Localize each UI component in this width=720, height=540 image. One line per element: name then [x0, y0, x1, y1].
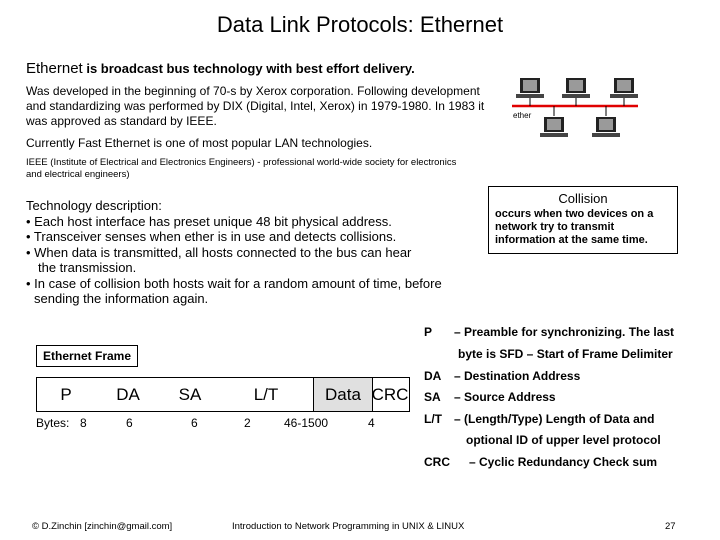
ieee-line-1: IEEE (Institute of Electrical and Electronics Engineers) - professional world-wide society for electronics — [26, 157, 457, 168]
collision-box — [488, 186, 678, 254]
bytes-crc: 4 — [368, 416, 375, 430]
history-line-3: was approved as standard by IEEE. — [26, 114, 217, 128]
legend-abbr-sa: SA — [424, 390, 441, 404]
legend-desc-lt-cont: optional ID of upper level protocol — [466, 433, 661, 447]
footer-course: Introduction to Network Programming in UNIX & LINUX — [232, 521, 465, 532]
legend-abbr-lt: L/T — [424, 412, 442, 426]
legend-desc-crc: – Cyclic Redundancy Check sum — [469, 455, 658, 469]
frame-field-lt: L/T — [253, 385, 279, 404]
page-number: 27 — [665, 521, 676, 532]
tech-line: sending the information again. — [34, 291, 209, 306]
bytes-p: 8 — [80, 416, 87, 430]
computer-icon — [610, 78, 638, 98]
tech-line: the transmission. — [38, 260, 137, 275]
network-diagram-icon — [510, 72, 640, 142]
ethernet-frame — [36, 377, 410, 412]
tech-line: • In case of collision both hosts wait for a random amount of time, before — [26, 275, 442, 291]
bytes-lt: 2 — [244, 416, 251, 430]
popular-text: Currently Fast Ethernet is one of most popular LAN technologies. — [26, 136, 373, 150]
frame-field-crc: CRC — [371, 385, 409, 404]
technology-description — [26, 198, 442, 307]
tech-heading: Technology description: — [26, 198, 162, 213]
computer-icon — [516, 78, 544, 98]
network-label: ether — [513, 111, 532, 120]
tech-line: • Transceiver senses when ether is in use and detects collisions. — [26, 229, 397, 244]
legend-abbr-crc: CRC — [424, 455, 450, 469]
history-line-1: Was developed in the beginning of 70-s by Xerox corporation. Following development — [26, 84, 480, 98]
intro-rest: is broadcast bus technology with best effort delivery. — [82, 61, 415, 76]
frame-field-da: DA — [116, 385, 140, 404]
computer-icon — [592, 117, 620, 137]
legend-desc-da: – Destination Address — [454, 369, 581, 383]
legend-desc-lt: – (Length/Type) Length of Data and — [454, 412, 655, 426]
slide-title: Data Link Protocols: Ethernet — [216, 12, 504, 37]
collision-heading: Collision — [558, 191, 608, 206]
legend-desc-sa: – Source Address — [454, 390, 556, 404]
legend-desc-p-cont: byte is SFD – Start of Frame Delimiter — [458, 347, 673, 361]
legend-abbr-da: DA — [424, 369, 442, 383]
history-line-2: and standardizing was performed by DIX (Digital, Intel, Xerox) in 1979-1980. In 1983 it — [26, 99, 485, 113]
frame-label: Ethernet Frame — [36, 345, 138, 367]
frame-field-p: P — [60, 385, 72, 404]
tech-line: • Each host interface has preset unique 48 bit physical address. — [26, 213, 392, 229]
intro-statement — [26, 60, 415, 77]
legend-desc-p: – Preamble for synchronizing. The last — [454, 325, 675, 339]
intro-lead: Ethernet — [26, 60, 83, 77]
frame-field-sa: SA — [178, 385, 202, 404]
frame-field-data: Data — [313, 378, 373, 411]
legend-abbr-p: P — [424, 325, 433, 339]
bytes-da: 6 — [126, 416, 133, 430]
bytes-data: 46-1500 — [284, 416, 329, 430]
footer-author: © D.Zinchin [zinchin@gmail.com] — [32, 521, 173, 532]
bytes-label: Bytes: — [36, 416, 70, 430]
tech-line: • When data is transmitted, all hosts connected to the bus can hear — [26, 244, 412, 260]
computer-icon — [562, 78, 590, 98]
collision-text: occurs when two devices on a network try to transmit information at the same time. — [495, 208, 654, 246]
ieee-line-2: and electrical engineers) — [26, 169, 130, 180]
bytes-sa: 6 — [191, 416, 198, 430]
computer-icon — [540, 117, 568, 137]
